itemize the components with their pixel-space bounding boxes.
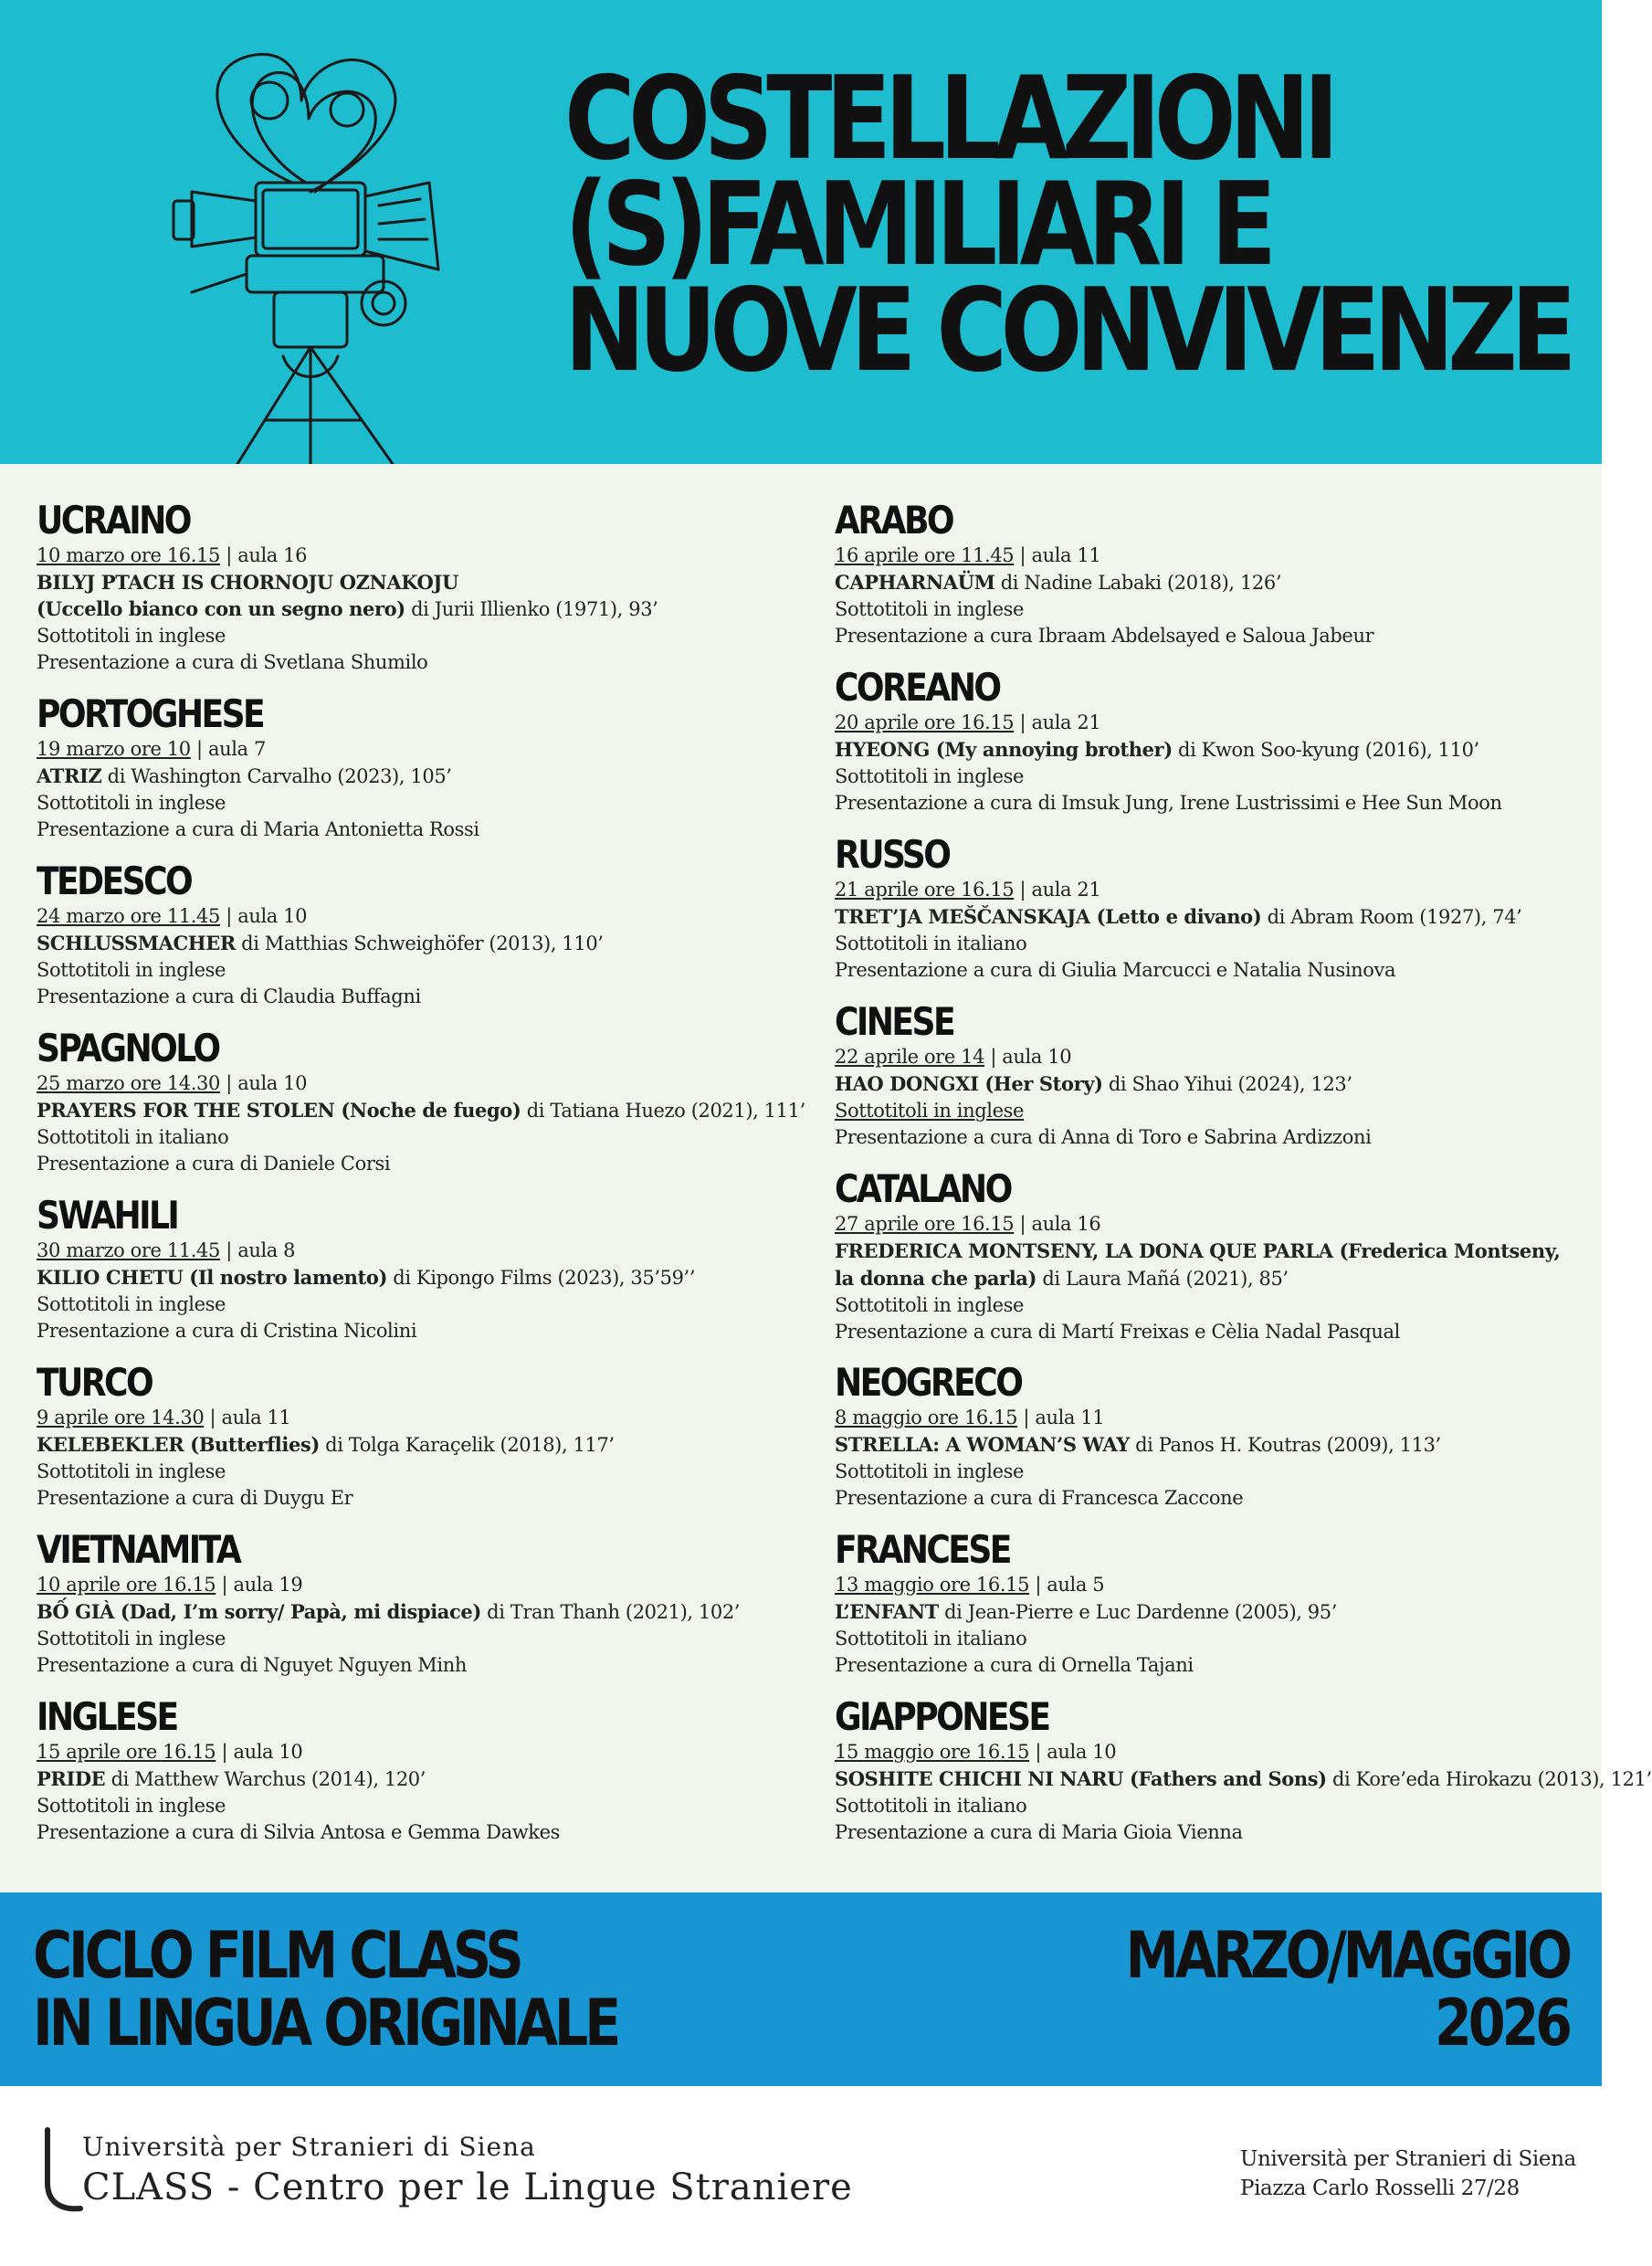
film-title: SOSHITE CHICHI NI NARU (Fathers and Sons) [835, 1767, 1327, 1790]
presenter-info: Presentazione a cura di Martí Freixas e Cèlia Nadal Pasqual [835, 1321, 1400, 1343]
screening-info [835, 1572, 1602, 1598]
film-details [37, 1097, 804, 1124]
screening-room: | aula 7 [190, 738, 266, 760]
film-title: HYEONG (My annoying brother) [835, 738, 1173, 761]
subtitles-info: Sottotitoli in inglese [835, 765, 1025, 787]
screening-room: | aula 16 [1014, 1213, 1101, 1235]
film-title: TRET’JA MEŠČANSKAJA (Letto e divano) [835, 905, 1262, 928]
subtitles-info: Sottotitoli in inglese [835, 598, 1025, 620]
language-heading: TURCO [37, 1360, 153, 1405]
screening-date: 16 aprile ore 11.45 [835, 544, 1015, 566]
film-details [37, 1431, 804, 1459]
film-entry [835, 1528, 1602, 1695]
screening-room: | aula 21 [1014, 879, 1101, 901]
presenter-info: Presentazione a cura di Ornella Tajani [835, 1654, 1194, 1676]
series-period-line-1: MARZO/MAGGIO [1125, 1918, 1569, 1993]
logo-center-name: CLASS - Centro per le Lingue Straniere [82, 2166, 853, 2208]
screening-date: 22 aprile ore 14 [835, 1046, 985, 1068]
film-entry [835, 833, 1602, 1000]
screening-date: 25 marzo ore 14.30 [37, 1072, 220, 1094]
language-heading: INGLESE [37, 1694, 177, 1739]
screening-date: 8 maggio ore 16.15 [835, 1407, 1018, 1428]
film-credits: di Kore’eda Hirokazu (2013), 121’ [1326, 1768, 1652, 1790]
series-title-line-2: IN LINGUA ORIGINALE [33, 1986, 618, 2060]
film-title: PRAYERS FOR THE STOLEN (Noche de fuego) [37, 1099, 521, 1122]
subtitles-info: Sottotitoli in inglese [37, 1460, 226, 1482]
screening-info [37, 736, 804, 763]
film-entry [37, 1361, 804, 1528]
series-title [33, 1918, 618, 2060]
language-heading: NEOGRECO [835, 1360, 1022, 1405]
film-details [835, 736, 1602, 764]
address-line-2: Piazza Carlo Rosselli 27/28 [1240, 2176, 1520, 2200]
presenter-info: Presentazione a cura di Anna di Toro e Sabrina Ardizzoni [835, 1126, 1372, 1148]
screening-date: 13 maggio ore 16.15 [835, 1574, 1030, 1596]
presenter-info: Presentazione a cura di Imsuk Jung, Irene Lustrissimi e Hee Sun Moon [835, 792, 1502, 814]
screening-date: 10 aprile ore 16.15 [37, 1574, 216, 1596]
language-heading: CATALANO [835, 1166, 1011, 1211]
film-entry [37, 859, 804, 1027]
film-details [835, 569, 1602, 596]
presenter-info: Presentazione a cura di Daniele Corsi [37, 1153, 391, 1175]
screening-date: 15 maggio ore 16.15 [835, 1741, 1030, 1763]
screening-info [835, 1044, 1602, 1070]
screening-date: 10 marzo ore 16.15 [37, 544, 220, 566]
screening-room: | aula 10 [219, 1072, 308, 1094]
film-camera-icon [155, 46, 502, 464]
screening-room: | aula 10 [984, 1046, 1072, 1068]
film-title: KELEBEKLER (Butterflies) [37, 1433, 320, 1456]
subtitles-info: Sottotitoli in inglese [835, 1294, 1025, 1316]
film-entry [37, 1695, 804, 1862]
screening-date: 21 aprile ore 16.15 [835, 879, 1015, 901]
language-heading: FRANCESE [835, 1527, 1010, 1572]
film-entry [835, 666, 1602, 833]
film-details [835, 1238, 1565, 1292]
film-credits: di Panos H. Koutras (2009), 113’ [1129, 1434, 1441, 1456]
screening-info [37, 1739, 804, 1765]
film-credits: di Laura Mañá (2021), 85’ [1036, 1268, 1289, 1290]
presenter-info: Presentazione a cura di Francesca Zaccone [835, 1487, 1244, 1509]
subtitles-info: Sottotitoli in italiano [835, 1795, 1027, 1817]
language-heading: SWAHILI [37, 1193, 178, 1238]
language-heading: TEDESCO [37, 859, 192, 903]
film-title: L’ENFANT [835, 1600, 939, 1623]
film-details [37, 1598, 804, 1626]
film-credits: di Tran Thanh (2021), 102’ [480, 1601, 741, 1623]
screening-info [835, 1211, 1602, 1238]
language-heading: SPAGNOLO [37, 1026, 219, 1070]
film-credits: di Matthew Warchus (2014), 120’ [105, 1768, 426, 1790]
screening-info [835, 710, 1602, 736]
film-details [37, 1264, 804, 1291]
film-details [37, 595, 804, 623]
presenter-info: Presentazione a cura di Giulia Marcucci e Natalia Nusinova [835, 959, 1396, 981]
subtitles-info: Sottotitoli in italiano [835, 1628, 1027, 1649]
title-line-2: (S)FAMILIARI E [564, 157, 1270, 291]
film-credits: di Jean-Pierre e Luc Dardenne (2005), 95’ [938, 1601, 1338, 1623]
film-details [37, 930, 804, 957]
subtitles-info: Sottotitoli in inglese [835, 1100, 1025, 1122]
film-title: BỐ GIÀ (Dad, I’m sorry/ Papà, mi dispiace) [37, 1600, 481, 1623]
screening-room: | aula 10 [216, 1741, 303, 1763]
subtitles-info: Sottotitoli in inglese [835, 1460, 1025, 1482]
language-heading: VIETNAMITA [37, 1527, 240, 1572]
film-title-translation: (Uccello bianco con un segno nero) [37, 597, 405, 620]
film-details [835, 1598, 1602, 1626]
title-line-1: COSTELLAZIONI [564, 51, 1332, 185]
subtitles-info: Sottotitoli in inglese [37, 625, 226, 647]
presenter-info: Presentazione a cura di Claudia Buffagni [37, 985, 421, 1007]
subtitles-info: Sottotitoli in italiano [37, 1126, 229, 1148]
logo-university-name: Università per Stranieri di Siena [82, 2132, 536, 2162]
film-details [835, 1765, 1652, 1793]
subtitles-info: Sottotitoli in inglese [37, 1293, 226, 1315]
language-heading: COREANO [835, 665, 1000, 710]
film-title: FREDERICA MONTSENY, LA DONA QUE PARLA (Frederica Montseny, la donna che parla) [835, 1239, 1561, 1290]
subtitles-info: Sottotitoli in inglese [37, 792, 226, 814]
screening-info [37, 1238, 804, 1264]
screening-info [37, 1405, 804, 1431]
presenter-info: Presentazione a cura di Duygu Er [37, 1487, 353, 1509]
film-entry [835, 1000, 1602, 1167]
film-entry [835, 1361, 1602, 1528]
screening-info [37, 1572, 804, 1598]
screening-date: 19 marzo ore 10 [37, 738, 191, 760]
film-title: HAO DONGXI (Her Story) [835, 1072, 1103, 1095]
presenter-info: Presentazione a cura di Svetlana Shumilo [37, 651, 428, 673]
film-credits: di Kwon Soo-kyung (2016), 110’ [1172, 739, 1479, 761]
film-credits: di Matthias Schweighöfer (2013), 110’ [235, 933, 604, 954]
address-line-1: Università per Stranieri di Siena [1240, 2147, 1576, 2171]
presenter-info: Presentazione a cura di Maria Gioia Vienna [835, 1821, 1243, 1843]
film-entry [37, 499, 804, 692]
language-heading: PORTOGHESE [37, 691, 264, 736]
film-entry [835, 1694, 1652, 1862]
language-heading: CINESE [835, 999, 954, 1044]
film-credits: di Nadine Labaki (2018), 126’ [994, 572, 1282, 594]
film-credits: di Washington Carvalho (2023), 105’ [101, 765, 452, 787]
presenter-info: Presentazione a cura Ibraam Abdelsayed e Saloua Jabeur [835, 625, 1374, 647]
film-title: KILIO CHETU (Il nostro lamento) [37, 1266, 387, 1289]
screening-room: | aula 19 [216, 1574, 303, 1596]
film-credits: di Kipongo Films (2023), 35’59’’ [387, 1267, 696, 1289]
presenter-info: Presentazione a cura di Cristina Nicolini [37, 1320, 417, 1342]
film-entry [37, 692, 804, 859]
screening-room: | aula 11 [1014, 544, 1101, 566]
film-title: CAPHARNAÜM [835, 571, 995, 594]
screening-info [37, 903, 804, 930]
screening-room: | aula 5 [1029, 1574, 1105, 1596]
series-period-line-2: 2026 [1435, 1986, 1569, 2060]
language-heading: ARABO [835, 498, 953, 543]
language-heading: GIAPPONESE [835, 1694, 1049, 1739]
subtitles-info: Sottotitoli in inglese [37, 1795, 226, 1817]
screening-room: | aula 11 [204, 1407, 291, 1428]
screening-room: | aula 10 [1029, 1741, 1117, 1763]
film-title: STRELLA: A WOMAN’S WAY [835, 1433, 1130, 1456]
film-entry [37, 1027, 804, 1194]
presenter-info: Presentazione a cura di Maria Antonietta Rossi [37, 818, 479, 840]
screening-date: 24 marzo ore 11.45 [37, 905, 220, 927]
film-program [0, 464, 1652, 1892]
screening-info [37, 543, 804, 569]
screening-info [835, 1405, 1602, 1431]
film-credits: di Tatiana Huezo (2021), 111’ [521, 1100, 805, 1122]
screening-date: 20 aprile ore 16.15 [835, 711, 1015, 733]
screening-date: 30 marzo ore 11.45 [37, 1239, 220, 1261]
subtitles-info: Sottotitoli in inglese [37, 959, 226, 981]
series-title-line-1: CICLO FILM CLASS [33, 1918, 521, 1993]
subtitles-info: Sottotitoli in inglese [37, 1628, 226, 1649]
subtitles-info: Sottotitoli in italiano [835, 933, 1027, 954]
footer [0, 2086, 1602, 2266]
address [1240, 2145, 1576, 2203]
film-credits: di Jurii Illienko (1971), 93’ [405, 598, 658, 620]
screening-info [37, 1070, 804, 1097]
screening-info [835, 877, 1602, 903]
presenter-info: Presentazione a cura di Silvia Antosa e Gemma Dawkes [37, 1821, 561, 1843]
screening-room: | aula 8 [219, 1239, 296, 1261]
language-heading: UCRAINO [37, 498, 190, 543]
film-title: PRIDE [37, 1767, 106, 1790]
film-details [835, 903, 1602, 931]
screening-date: 27 aprile ore 16.15 [835, 1213, 1015, 1235]
screening-room: | aula 21 [1014, 711, 1101, 733]
header [0, 0, 1602, 464]
film-credits: di Shao Yihui (2024), 123’ [1102, 1073, 1352, 1095]
series-period [1125, 1918, 1569, 2060]
page-title [564, 51, 1571, 397]
film-details [835, 1070, 1602, 1098]
film-credits: di Abram Room (1927), 74’ [1261, 906, 1522, 928]
film-details [37, 1765, 804, 1793]
screening-info [835, 1739, 1602, 1765]
screening-date: 15 aprile ore 16.15 [37, 1741, 216, 1763]
screening-room: | aula 10 [219, 905, 308, 927]
presenter-info: Presentazione a cura di Nguyet Nguyen Minh [37, 1654, 467, 1676]
title-line-3: NUOVE CONVIVENZE [564, 263, 1571, 397]
screening-info [835, 543, 1602, 569]
left-column [37, 499, 804, 1862]
film-credits: di Tolga Karaçelik (2018), 117’ [319, 1434, 615, 1456]
film-details [37, 763, 804, 790]
film-title: SCHLUSSMACHER [37, 932, 236, 954]
screening-date: 9 aprile ore 14.30 [37, 1407, 205, 1428]
film-entry [37, 1194, 804, 1361]
film-details [835, 1431, 1602, 1459]
film-entry [835, 499, 1602, 666]
film-entry [37, 1528, 804, 1695]
film-title: ATRIZ [37, 764, 102, 787]
screening-room: | aula 16 [219, 544, 308, 566]
screening-room: | aula 11 [1017, 1407, 1105, 1428]
right-column [835, 498, 1652, 1862]
language-heading: RUSSO [835, 832, 950, 877]
film-title: BILYJ PTACH IS CHORNOJU OZNAKOJU [37, 571, 458, 594]
film-entry [835, 1167, 1602, 1361]
series-band [0, 1892, 1602, 2086]
